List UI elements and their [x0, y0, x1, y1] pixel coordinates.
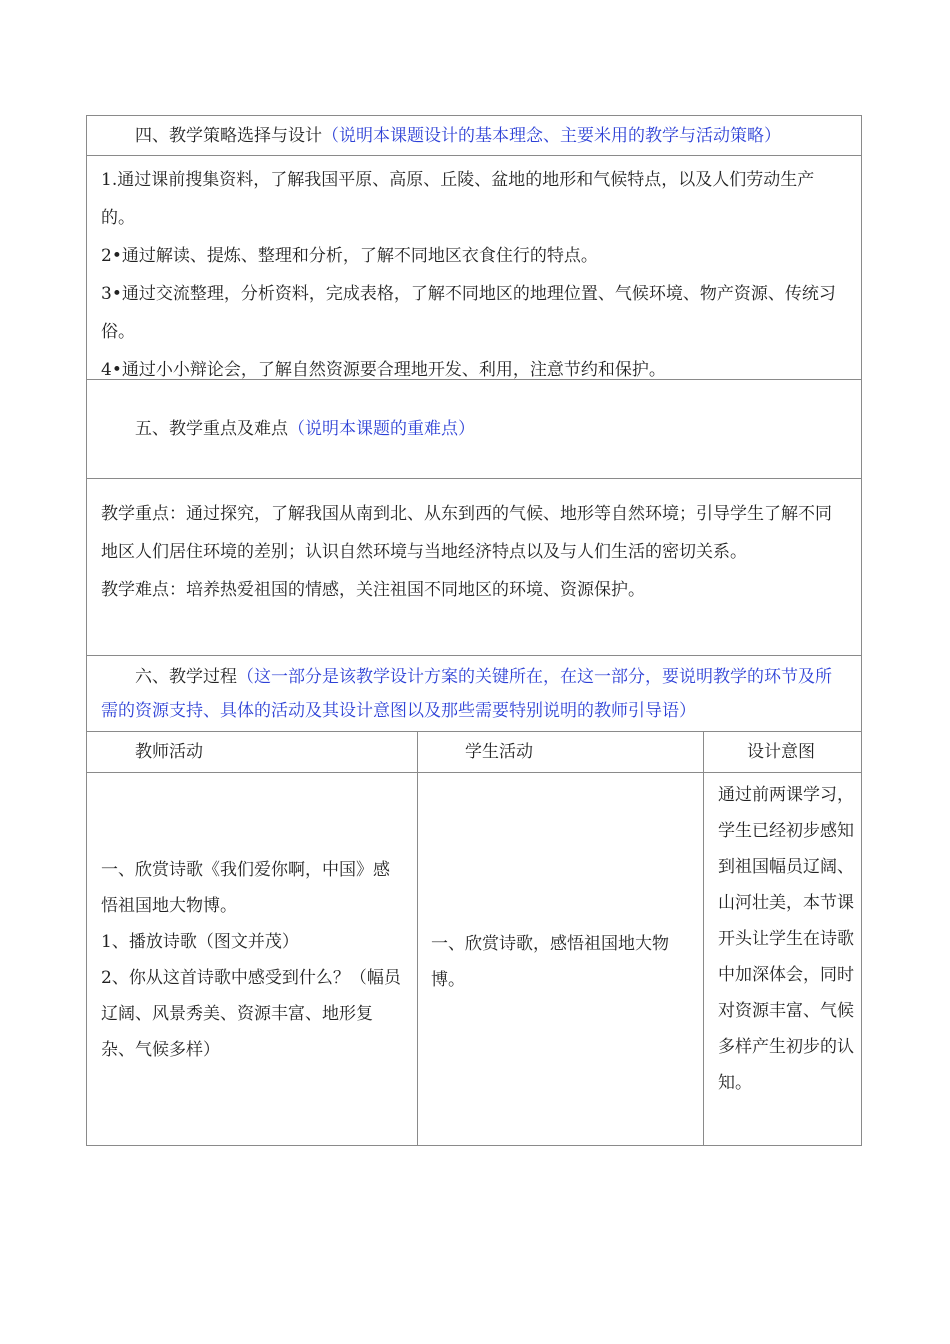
strategy-item-3: 3•通过交流整理，分析资料，完成表格，了解不同地区的地理位置、气候环境、物产资源、传统习俗。 — [101, 284, 836, 342]
strategy-item-4: 4•通过小小辩论会，了解自然资源要合理地开发、利用，注意节约和保护。 — [101, 360, 666, 380]
design-intent-text: 通过前两课学习，学生已经初步感知到祖国幅员辽阔、山河壮美，本节课开头让学生在诗歌中加深体会，同时对资源丰富、气候多样产生初步的认知。 — [718, 785, 854, 1093]
section-4-title: 四、教学策略选择与设计 — [135, 126, 322, 146]
process-table — [86, 731, 862, 1146]
section-4-body — [86, 155, 862, 379]
column-header-intent: 设计意图 — [747, 742, 815, 762]
section-4-note: （说明本课题设计的基本理念、主要米用的教学与活动策略） — [322, 126, 781, 146]
section-4-header — [86, 115, 862, 155]
teacher-activity-step-2: 2、你从这首诗歌中感受到什么？（幅员辽阔、风景秀美、资源丰富、地形复杂、气候多样） — [101, 968, 401, 1060]
section-6-header — [86, 655, 862, 731]
section-5-heading — [87, 380, 861, 446]
student-activity-cell — [431, 926, 701, 998]
teacher-activity-cell — [101, 852, 405, 1068]
column-divider — [417, 732, 418, 1145]
difficulty-text: 教学难点：培养热爱祖国的情感，关注祖国不同地区的环境、资源保护。 — [101, 580, 645, 600]
section-4-heading — [87, 116, 861, 153]
column-header-student: 学生活动 — [465, 742, 533, 762]
strategy-item-2: 2•通过解读、提炼、整理和分析，了解不同地区衣食住行的特点。 — [101, 246, 598, 266]
key-point-text: 教学重点：通过探究，了解我国从南到北、从东到西的气候、地形等自然环境；引导学生了解不同地区人们居住环境的差别；认识自然环境与当地经济特点以及与人们生活的密切关系。 — [101, 504, 832, 562]
column-header-teacher: 教师活动 — [135, 742, 203, 762]
section-6-title: 六、教学过程 — [135, 667, 237, 687]
section-6-heading — [87, 656, 861, 728]
teacher-activity-intro: 一、欣赏诗歌《我们爱你啊，中国》感悟祖国地大物博。 — [101, 860, 390, 916]
student-activity-text: 一、欣赏诗歌，感悟祖国地大物博。 — [431, 934, 669, 990]
header-divider — [87, 772, 861, 773]
design-intent-cell — [718, 777, 856, 1101]
section-5-title: 五、教学重点及难点 — [135, 419, 288, 439]
section-6-note: （这一部分是该教学设计方案的关键所在，在这一部分，要说明教学的环节及所需的资源支持、具体的活动及其设计意图以及那些需要特别说明的教师引导语） — [101, 667, 832, 721]
section-5-header — [86, 379, 862, 478]
column-divider — [703, 732, 704, 1145]
section-5-body — [86, 478, 862, 655]
strategy-item-1: 1.通过课前搜集资料，了解我国平原、高原、丘陵、盆地的地形和气候特点，以及人们劳动生产的。 — [101, 170, 815, 228]
teacher-activity-step-1: 1、播放诗歌（图文并茂） — [101, 932, 299, 952]
section-5-note: （说明本课题的重难点） — [288, 419, 475, 439]
